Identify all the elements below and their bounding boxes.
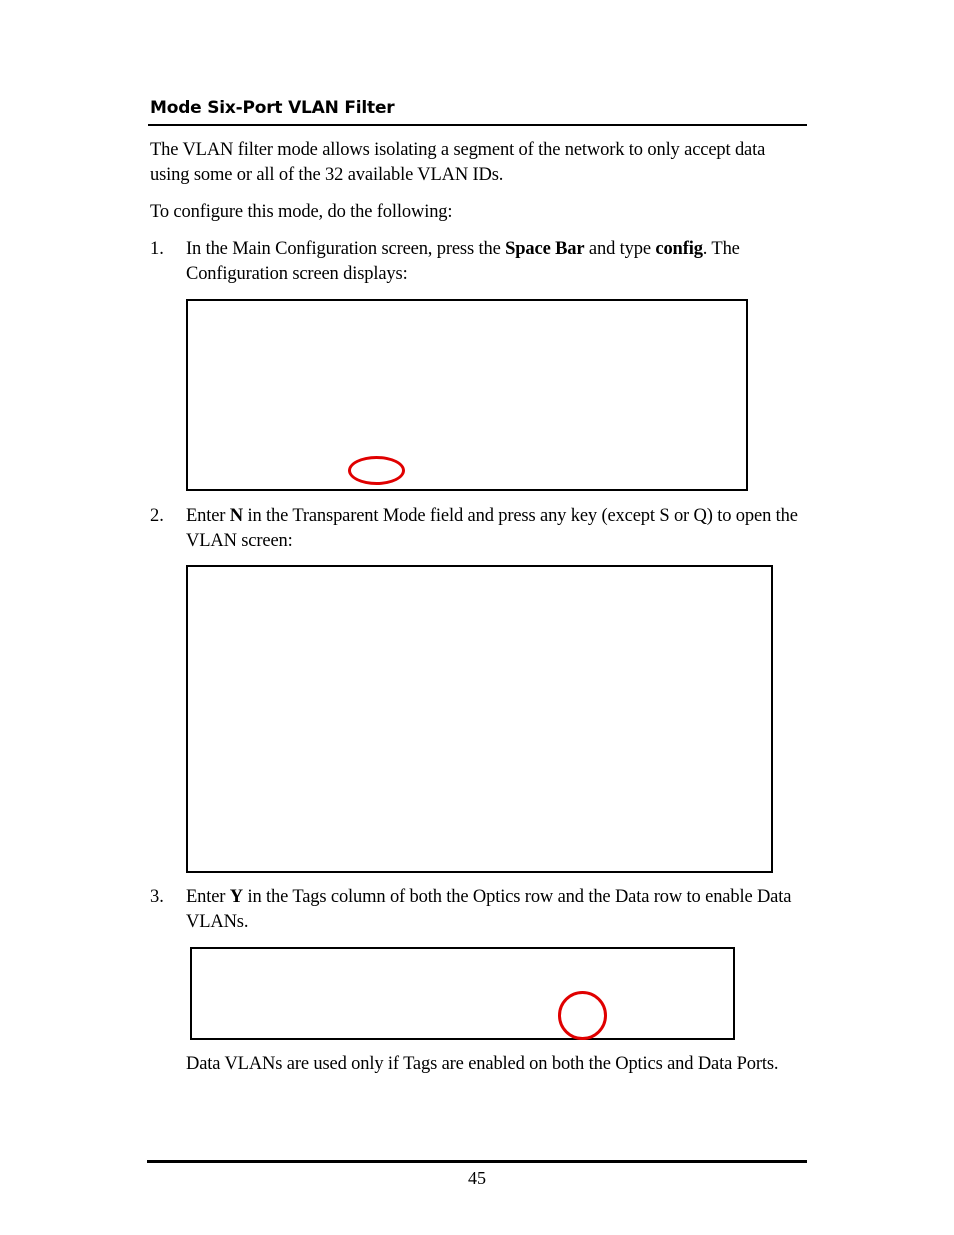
highlight-oval: [348, 456, 405, 485]
tags-screen-figure: [190, 947, 735, 1040]
step-3-text-part: Enter: [186, 887, 230, 907]
configuration-screen-figure: [186, 299, 748, 491]
step-2-key-n: N: [229, 506, 244, 526]
data-vlans-note: Data VLANs are used only if Tags are enabled on both the Optics and Data Ports.: [186, 1054, 779, 1074]
step-3-number: 3.: [150, 887, 164, 907]
section-heading: Mode Six-Port VLAN Filter: [150, 98, 395, 118]
step-3-text: [186, 885, 801, 935]
vlan-screen-figure: [186, 565, 773, 873]
step-1-text-part: In the Main Configuration screen, press the: [186, 239, 506, 259]
step-2-text-part: in the Transparent Mode field and press any key (except S or Q) to open the VLAN screen:: [186, 506, 798, 551]
step-1-key-space-bar: Space Bar: [505, 239, 585, 259]
step-2-text: [186, 504, 811, 554]
highlight-circle: [558, 991, 607, 1040]
step-1-text-part: . The Configuration screen displays:: [186, 239, 740, 284]
step-1-text-part: and type: [584, 239, 656, 259]
configure-instruction: To configure this mode, do the following:: [150, 202, 453, 222]
heading-rule: [148, 124, 807, 126]
step-3-text-part: in the Tags column of both the Optics row and the Data row to enable Data VLANs.: [186, 887, 792, 932]
page-number: 45: [468, 1168, 486, 1188]
step-1-number: 1.: [150, 239, 164, 259]
step-1-text: [186, 237, 786, 287]
intro-paragraph: The VLAN filter mode allows isolating a segment of the network to only accept data using some or all of the 32 available VLAN IDs.: [150, 140, 766, 185]
step-1-command-config: config: [655, 239, 703, 259]
step-2-text-part: Enter: [186, 506, 230, 526]
step-2-number: 2.: [150, 506, 164, 526]
footer-rule: [147, 1160, 807, 1163]
step-3-key-y: Y: [229, 887, 244, 907]
